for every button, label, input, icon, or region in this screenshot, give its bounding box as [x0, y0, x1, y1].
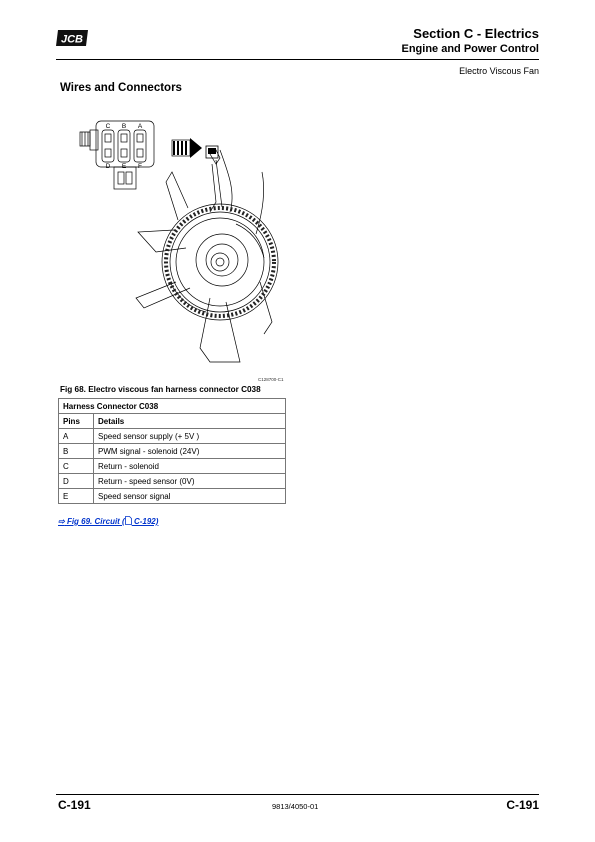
- page-heading: Wires and Connectors: [60, 82, 182, 94]
- column-header-details: Details: [94, 414, 286, 429]
- column-header-pins: Pins: [59, 414, 94, 429]
- pin-label-d: D: [105, 163, 111, 170]
- page-number-right: C-191: [506, 798, 539, 812]
- document-icon: [125, 516, 132, 525]
- jcb-logo: [54, 28, 90, 48]
- pin-label-e: E: [121, 163, 127, 170]
- footer-divider: [56, 794, 539, 795]
- table-row: [59, 489, 286, 504]
- circuit-figure-link[interactable]: [58, 516, 158, 526]
- harness-connector-table: [58, 398, 286, 504]
- pin-cell: C: [59, 459, 94, 474]
- page-number-left: C-191: [58, 798, 91, 812]
- section-subtitle: Engine and Power Control: [401, 43, 539, 55]
- pin-cell: D: [59, 474, 94, 489]
- figure-caption: Fig 68. Electro viscous fan harness connector C038: [60, 385, 261, 394]
- fan-connector-figure: [60, 112, 290, 384]
- pin-cell: E: [59, 489, 94, 504]
- header-divider: [56, 59, 539, 60]
- detail-cell: Return - solenoid: [94, 459, 286, 474]
- detail-cell: Speed sensor supply (+ 5V ): [94, 429, 286, 444]
- pin-label-f: F: [138, 163, 142, 170]
- detail-cell: PWM signal - solenoid (24V): [94, 444, 286, 459]
- table-title: Harness Connector C038: [59, 399, 286, 414]
- table-header-row: [59, 414, 286, 429]
- link-text: Fig 69. Circuit (: [66, 517, 125, 526]
- pin-label-c: C: [105, 123, 111, 130]
- figure-code: C128700-C1: [258, 377, 284, 382]
- arrow-right-icon: ⇨: [58, 517, 65, 526]
- pin-label-b: B: [121, 123, 127, 130]
- topic-title: Electro Viscous Fan: [459, 66, 539, 76]
- pin-label-a: A: [137, 123, 143, 130]
- link-target: C-192): [131, 517, 159, 526]
- pin-cell: A: [59, 429, 94, 444]
- table-row: [59, 429, 286, 444]
- jcb-logo-text: JCB: [60, 33, 84, 46]
- detail-cell: Return - speed sensor (0V): [94, 474, 286, 489]
- table-row: [59, 459, 286, 474]
- document-number: 9813/4050-01: [272, 802, 319, 811]
- table-title-row: [59, 399, 286, 414]
- table-row: [59, 474, 286, 489]
- detail-cell: Speed sensor signal: [94, 489, 286, 504]
- pin-cell: B: [59, 444, 94, 459]
- table-row: [59, 444, 286, 459]
- section-title: Section C - Electrics: [413, 26, 539, 41]
